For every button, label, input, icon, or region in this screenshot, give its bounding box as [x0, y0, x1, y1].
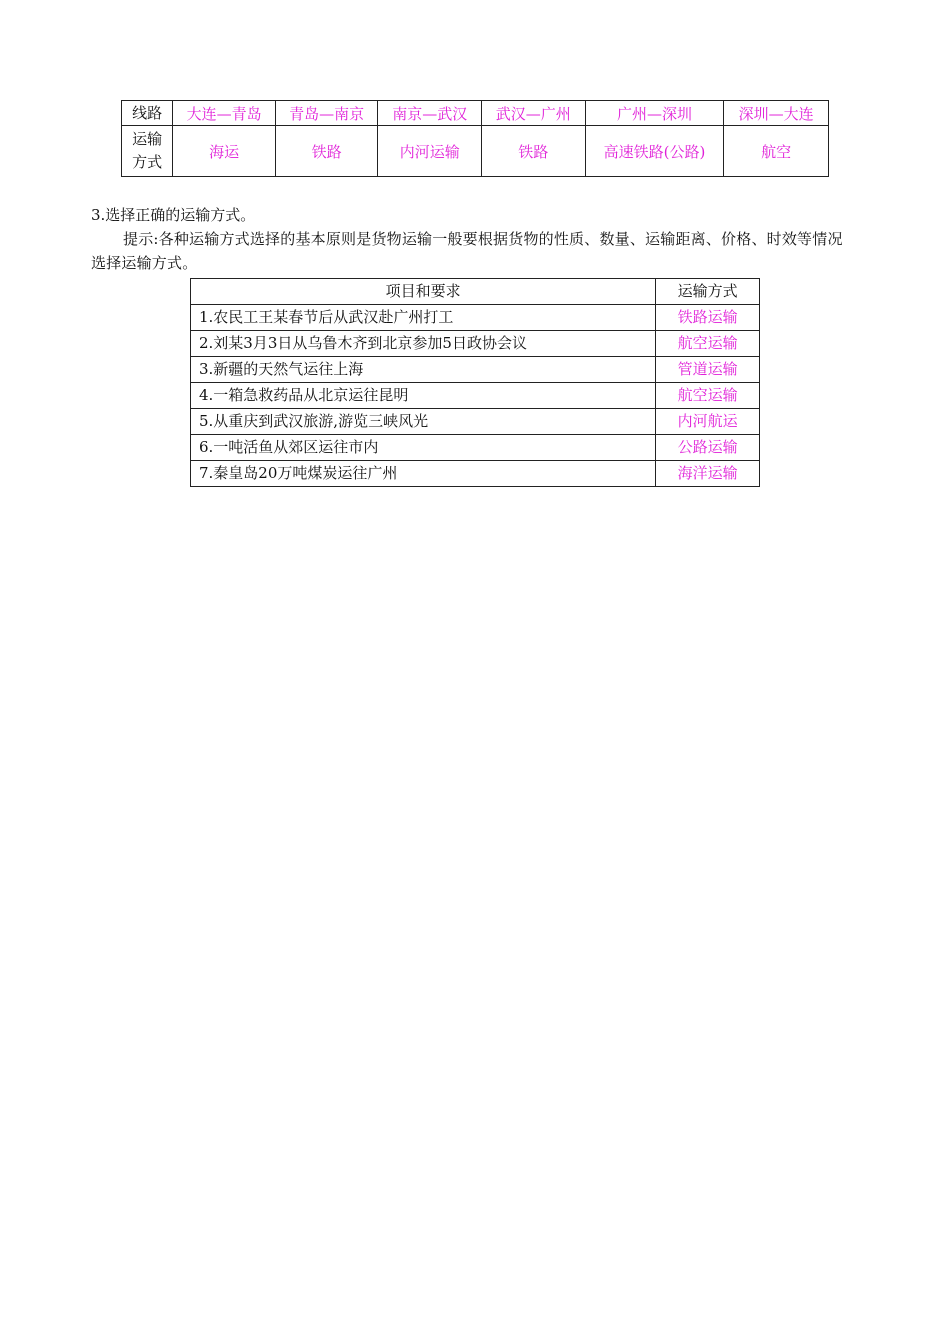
route-cell: 广州—深圳 [585, 101, 724, 126]
table-row [191, 331, 760, 357]
mode-row-label-line1: 运输 [132, 130, 163, 148]
row-item: 1.农民工王某春节后从武汉赴广州打工 [191, 305, 656, 331]
route-cell: 南京—武汉 [378, 101, 482, 126]
table-row [191, 409, 760, 435]
route-transport-table [121, 100, 829, 177]
row-item: 7.秦皇岛20万吨煤炭运往广州 [191, 461, 656, 487]
route-cell: 深圳—大连 [724, 101, 829, 126]
header-item: 项目和要求 [191, 279, 656, 305]
mode-row-label [122, 126, 173, 177]
route-cell: 大连—青岛 [173, 101, 276, 126]
table-row [191, 383, 760, 409]
row-item: 2.刘某3月3日从乌鲁木齐到北京参加5日政协会议 [191, 331, 656, 357]
mode-row-label-line2: 方式 [132, 153, 163, 171]
hint-paragraph: 提示:各种运输方式选择的基本原则是货物运输一般要根据货物的性质、数量、运输距离、价格、时效等情况选择运输方式。 [91, 230, 843, 272]
row-mode: 航空运输 [656, 331, 760, 357]
row-mode: 内河航运 [656, 409, 760, 435]
mode-cell: 航空 [724, 126, 829, 177]
row-item: 6.一吨活鱼从郊区运往市内 [191, 435, 656, 461]
row-mode: 公路运输 [656, 435, 760, 461]
table-row [191, 435, 760, 461]
mode-cell: 铁路 [275, 126, 378, 177]
table-row [191, 305, 760, 331]
row-mode: 航空运输 [656, 383, 760, 409]
route-cell: 青岛—南京 [275, 101, 378, 126]
row-item: 4.一箱急救药品从北京运往昆明 [191, 383, 656, 409]
row-item: 3.新疆的天然气运往上海 [191, 357, 656, 383]
route-row [122, 101, 829, 126]
mode-cell: 内河运输 [378, 126, 482, 177]
mode-row [122, 126, 829, 177]
table-row [191, 357, 760, 383]
route-cell: 武汉—广州 [482, 101, 586, 126]
table-row [191, 461, 760, 487]
header-mode: 运输方式 [656, 279, 760, 305]
row-mode: 铁路运输 [656, 305, 760, 331]
requirement-header-row [191, 279, 760, 305]
mode-cell: 铁路 [482, 126, 586, 177]
section-title: 3.选择正确的运输方式。 [91, 206, 256, 224]
mode-cell: 海运 [173, 126, 276, 177]
row-mode: 海洋运输 [656, 461, 760, 487]
requirement-table [190, 278, 760, 487]
mode-cell: 高速铁路(公路) [585, 126, 724, 177]
row-item: 5.从重庆到武汉旅游,游览三峡风光 [191, 409, 656, 435]
route-row-label: 线路 [122, 101, 173, 126]
row-mode: 管道运输 [656, 357, 760, 383]
